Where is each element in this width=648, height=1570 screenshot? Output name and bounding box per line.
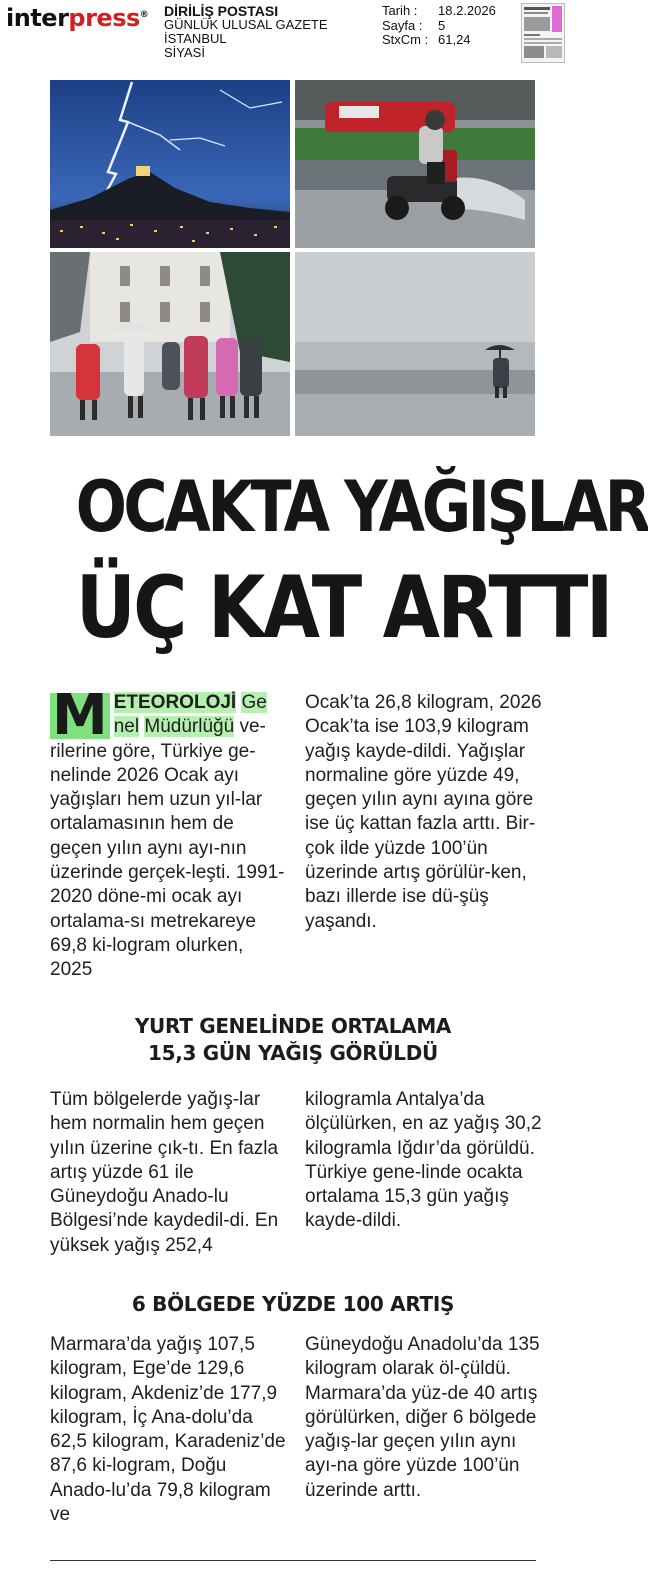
meta-page: Sayfa : 5 (382, 17, 446, 33)
section-2-right-column: Güneydoğu Anadolu’da 135 kilogram olarak öl-çüldü. Marmara’da yüz-de 40 artış görülürken, diğer 6 bölgede yağış-lar geçen yılın aynı ayı-na göre yüzde 100’ün üzerinde arttı. (305, 1334, 540, 1501)
meta-date: Tarih : 18.2.2026 (382, 3, 496, 18)
subheading-1 (60, 1013, 526, 1067)
clipping-header (0, 0, 590, 72)
lightning-over-city-photo (50, 80, 290, 248)
section-2-left-column: Marmara’da yağış 107,5 kilogram, Ege’de 129,6 kilogram, Akdeniz’de 177,9 kilogram, İç Ana-dolu’da 62,5 kilogram, Karadeniz’de 87,6 ki-logram, Doğu Anado-lu’da 79,8 kilogram ve (50, 1334, 286, 1526)
highlight-meteoroloji: ETEOROLOJİ (113, 692, 237, 713)
pedestrians-in-rain-photo (50, 252, 290, 436)
highlight-nel: nel (113, 716, 140, 738)
agency-logo: interpress® (6, 4, 149, 32)
newspaper-category: SİYASİ (164, 45, 205, 60)
scooter-rider-in-flood-photo (295, 80, 535, 248)
intro-left-text: ve-rilerine göre, Türkiye ge-nelinde 2026 Ocak ayı yağışları hem uzun yıl-lar ortalamasının hem de geçen yılın aynı ayı-nın üzerinde gerçek-leşti. 1991-2020 döne-mi ocak ayı ortalama-sı metrekareye 69,8 ki-logram olurken, 2025 (50, 716, 285, 981)
subheading-1-line-2: 15,3 GÜN YAĞIŞ GÖRÜLDÜ (148, 1041, 438, 1065)
section-1-right-column: kilogramla Antalya’da ölçülürken, en az yağış 30,2 kilogramla Iğdır’da görüldü. Türkiye gene-linde ocakta ortalama 15,3 gün yağış kayde-dildi. (305, 1089, 542, 1232)
highlight-ge: Ge (241, 692, 267, 713)
newspaper-name: DİRİLİŞ POSTASI (164, 3, 279, 19)
section-1-left-column: Tüm bölgelerde yağış-lar hem normalin hem geçen yılın üzerine çık-tı. En fazla artış yüzde 61 ile Güneydoğu Anado-lu Bölgesi’nde kaydedil-di. En yüksek yağış 252,4 (50, 1089, 279, 1256)
page-thumbnail-icon (521, 3, 565, 63)
headline-line-1: OCAKTA YAĞIŞLAR (75, 466, 648, 548)
bottom-divider (50, 1560, 536, 1561)
drop-cap: M (52, 683, 108, 748)
newspaper-info (164, 4, 328, 60)
subheading-1-line-1: YURT GENELİNDE ORTALAMA (134, 1014, 452, 1038)
highlight-mudurlugu: Müdürlüğü (144, 716, 235, 738)
clipping-meta (382, 4, 496, 48)
newspaper-city: İSTANBUL (164, 31, 227, 46)
meta-stxcm: StxCm : 61,24 (382, 32, 471, 47)
person-with-umbrella-by-sea-photo (295, 252, 535, 436)
intro-right-column: Ocak’ta 26,8 kilogram, 2026 Ocak’ta ise 103,9 kilogram yağış kayde-dildi. Yağışlar normaline göre yüzde 49, geçen yılın aynı ayına göre ise üç kattan fazla arttı. Bir-çok ilde yüzde 100’ün üzerinde artış görülür-ken, bazı illerde ise dü-şüş yaşandı. (305, 692, 542, 932)
headline-line-2: ÜÇ KAT ARTTI (75, 558, 611, 658)
intro-left-column (50, 683, 290, 983)
article-headline (40, 458, 648, 660)
subheading-2: 6 BÖLGEDE YÜZDE 100 ARTIŞ (131, 1292, 455, 1316)
newspaper-type: GÜNLÜK ULUSAL GAZETE (164, 17, 328, 32)
